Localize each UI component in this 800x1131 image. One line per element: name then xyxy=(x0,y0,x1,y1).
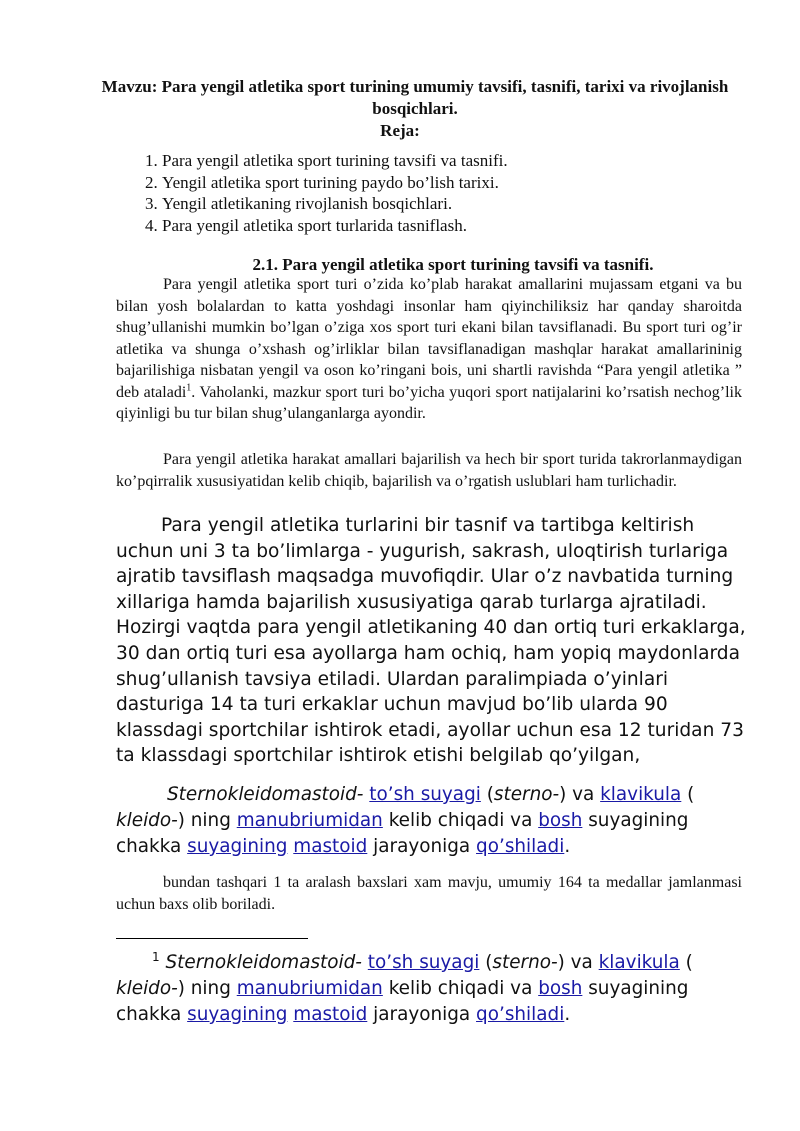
plan-list xyxy=(116,150,508,236)
plan-heading: Reja: xyxy=(380,121,420,140)
plan-item: 2. Yengil atletika sport turining paydo bo’lish tarixi. xyxy=(162,172,508,194)
footnote-reference[interactable]: 1 xyxy=(186,382,192,394)
footnote-separator xyxy=(116,938,308,939)
footnote-link-qoshiladi[interactable]: qo’shiladi xyxy=(476,1004,565,1025)
link-qoshiladi[interactable]: qo’shiladi xyxy=(476,836,565,857)
plan-item: 4. Para yengil atletika sport turlarida tasniflash. xyxy=(162,215,508,237)
footnote-number: 1 xyxy=(152,949,160,964)
page-title: Mavzu: Para yengil atletika sport turining umumiy tavsifi, tasnifi, tarixi va rivojlanish bosqichlari. xyxy=(101,77,729,118)
footnote-link-mastoid[interactable]: mastoid xyxy=(293,1004,368,1025)
link-suyagining[interactable]: suyagining xyxy=(187,836,288,857)
paragraph-2: Para yengil atletika harakat amallari bajarilish va hech bir sport turida takrorlanmaydigan ko’pqirralik xususiyatidan kelib chiqib, bajarilish va o’rgatish uslublari ham turlichadir. xyxy=(116,451,742,490)
footnote: $^1$ Sternokleidomastoid- to’sh suyagi (sterno-) va klavikula ( kleido-) ning manubriumidan kelib chiqadi va bosh suyagining chakka suyagining mastoid jarayoniga qo’shiladi. xyxy=(116,949,693,1025)
footnote-link-tosh-suyagi[interactable]: to’sh suyagi xyxy=(367,952,480,973)
paragraph-1: Para yengil atletika sport turi o’zida ko’plab harakat amallarini mujassam etgani va bu bilan yosh bolalardan to katta yoshdagi insonlar ham qiyinchiliksiz har qanday sharoitda shug’ullanishi mumkin bo’lgan o’ziga xos sport turi ekani bilan tavsiflanadi. Bu sport turi og’ir atletika va shunga o’xshash og’irliklar bilan tavsiflanadigan mashqlar harakat amallarininig bajarilishiga nisbatan yengil va oson ko’ringani bois, uni shartli ravishda “Para yengil atletika ” deb ataladi$^1$. Vaholanki, mazkur sport turi bo’yicha yuqori sport natijalarini ko’rsatish nechog’lik qiyinligi bu tur bilan shug’ulanganlarga ayondir. xyxy=(116,276,742,422)
link-manubriumidan[interactable]: manubriumidan xyxy=(236,810,383,831)
footnote-link-bosh[interactable]: bosh xyxy=(538,978,583,999)
footnote-link-suyagining[interactable]: suyagining xyxy=(187,1004,288,1025)
link-tosh-suyagi[interactable]: to’sh suyagi xyxy=(369,784,481,805)
paragraph-3: Para yengil atletika turlarini bir tasnif va tartibga keltirish uchun uni 3 ta bo’limlarga - yugurish, sakrash, uloqtirish turlariga ajratib tavsiflash maqsadga muvofiqdir. Ular o’z navbatida turning xillariga hamda bajarilish xususiyatiga qarab turlarga ajratiladi. Hozirgi vaqtda para yengil atletikaning 40 dan ortiq turi erkaklarga, 30 dan ortiq turi esa ayollarga ham ochiq, ham yopiq maydonlarda shug’ullanish tavsiya etiladi. Ulardan paralimpiada o’yinlari dasturiga 14 ta turi erkaklar uchun mavjud bo’lib ularda 90 klassdagi sportchilar ishtirok etadi, ayollar uchun esa 12 turidan 73 ta klassdagi sportchilar ishtirok etishi belgilab qo’yilgan, xyxy=(116,515,746,767)
section-title: 2.1. Para yengil atletika sport turining tavsifi va tasnifi. xyxy=(252,255,654,274)
paragraph-4: bundan tashqari 1 ta aralash baxslari xam mavju, umumiy 164 ta medallar jamlanmasi uchun baxs olib boriladi. xyxy=(116,874,742,913)
footnote-link-klavikula[interactable]: klavikula xyxy=(598,952,680,973)
link-klavikula[interactable]: klavikula xyxy=(600,784,682,805)
plan-item: 1. Para yengil atletika sport turining tavsifi va tasnifi. xyxy=(162,150,508,172)
link-bosh[interactable]: bosh xyxy=(538,810,583,831)
link-mastoid[interactable]: mastoid xyxy=(293,836,368,857)
quoted-definition: Sternokleidomastoid- to’sh suyagi (sterno-) va klavikula ( kleido-) ning manubriumidan kelib chiqadi va bosh suyagining chakka suyagining mastoid jarayoniga qo’shiladi. xyxy=(116,784,695,857)
plan-item: 3. Yengil atletikaning rivojlanish bosqichlari. xyxy=(162,193,508,215)
footnote-link-manubriumidan[interactable]: manubriumidan xyxy=(236,978,383,999)
